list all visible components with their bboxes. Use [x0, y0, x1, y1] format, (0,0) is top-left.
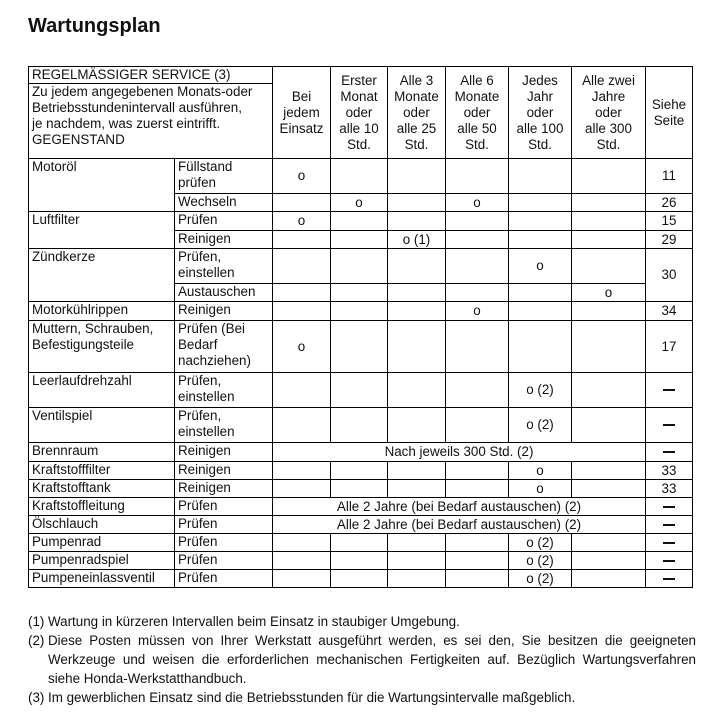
table-row — [29, 462, 693, 480]
page-ref: 15 — [646, 212, 693, 231]
item-brennraum: Brennraum — [29, 443, 175, 462]
item-kraftstoffleitung: Kraftstoffleitung — [29, 498, 175, 516]
action-label: Prüfen, einstellen — [175, 408, 273, 443]
item-oelschlauch: Ölschlauch — [29, 516, 175, 534]
table-row — [29, 249, 693, 284]
item-muttern: Muttern, Schrauben, Befestigungsteile — [29, 321, 175, 373]
page-ref: 26 — [646, 194, 693, 212]
interval-header-3-monate: Alle 3 Monate oder alle 25 Std. — [388, 67, 446, 159]
action-label: Reinigen — [175, 302, 273, 321]
action-label: Prüfen — [175, 570, 273, 588]
page-ref-dash — [646, 552, 693, 570]
interval-mark: o — [331, 194, 388, 212]
page-ref: 30 — [646, 249, 693, 302]
service-desc-3: je nachdem, was zuerst eintrifft. — [32, 116, 221, 131]
service-desc-1: Zu jedem angegebenen Monats-oder — [32, 84, 253, 99]
table-row — [29, 159, 693, 194]
interval-note: Alle 2 Jahre (bei Bedarf austauschen) (2) — [273, 516, 646, 534]
page-ref-dash — [646, 373, 693, 408]
page-ref-dash — [646, 408, 693, 443]
item-leerlaufdrehzahl: Leerlaufdrehzahl — [29, 373, 175, 408]
footnotes — [28, 612, 696, 707]
page-ref: 17 — [646, 321, 693, 373]
action-label: Prüfen — [175, 552, 273, 570]
interval-mark: o (2) — [509, 373, 572, 408]
maintenance-table — [28, 66, 693, 588]
table-row — [29, 480, 693, 498]
footnote-text: Wartung in kürzeren Intervallen beim Einsatz in staubiger Umgebung. — [48, 614, 460, 629]
action-label: Reinigen — [175, 480, 273, 498]
footnote-number: (3) — [28, 690, 45, 705]
service-title: REGELMÄSSIGER SERVICE (3) — [29, 67, 272, 84]
item-motorkuehlrippen: Motorkühlrippen — [29, 302, 175, 321]
footnote-text: Im gewerblichen Einsatz sind die Betriebsstunden für die Wartungsintervalle maßgeblich. — [48, 690, 576, 705]
page-ref-dash — [646, 443, 693, 462]
page-ref: 34 — [646, 302, 693, 321]
action-label: Reinigen — [175, 462, 273, 480]
item-kraftstofffilter: Kraftstofffilter — [29, 462, 175, 480]
table-row — [29, 321, 693, 373]
interval-mark: o (2) — [509, 534, 572, 552]
interval-mark: o — [273, 159, 331, 194]
interval-note: Alle 2 Jahre (bei Bedarf austauschen) (2) — [273, 498, 646, 516]
page-ref-dash — [646, 570, 693, 588]
action-label: Füllstand prüfen — [175, 159, 273, 194]
page-ref: 29 — [646, 231, 693, 249]
item-pumpeneinlassventil: Pumpeneinlassventil — [29, 570, 175, 588]
interval-header-6-monate: Alle 6 Monate oder alle 50 Std. — [446, 67, 509, 159]
action-label: Prüfen — [175, 212, 273, 231]
table-row — [29, 534, 693, 552]
interval-mark: o (1) — [388, 231, 446, 249]
item-zuendkerze: Zündkerze — [29, 249, 175, 302]
table-row — [29, 570, 693, 588]
footnote-text: Diese Posten müssen von Ihrer Werkstatt ausgeführt werden, es sei den, Sie besitzen die geeigneten Werkzeuge und weisen die erforderlichen mechanischen Fertigkeiten auf. Bezüglich Wartungsverfahren siehe Honda-Werkstatthandbuch. — [48, 633, 696, 686]
footnote — [28, 631, 696, 688]
action-label: Austauschen — [175, 284, 273, 302]
interval-header-2-jahre: Alle zwei Jahre oder alle 300 Std. — [572, 67, 646, 159]
page-ref: 11 — [646, 159, 693, 194]
action-label: Reinigen — [175, 443, 273, 462]
item-luftfilter: Luftfilter — [29, 212, 175, 249]
service-header — [29, 67, 273, 159]
table-row — [29, 302, 693, 321]
gegenstand-label: GEGENSTAND — [32, 132, 125, 147]
interval-header-einsatz: Bei jedem Einsatz — [273, 67, 331, 159]
interval-mark: o — [572, 284, 646, 302]
interval-mark: o — [446, 302, 509, 321]
service-desc-2: Betriebsstundenintervall ausführen, — [32, 100, 242, 115]
interval-header-1-monat: Erster Monat oder alle 10 Std. — [331, 67, 388, 159]
action-label: Prüfen — [175, 498, 273, 516]
table-row — [29, 443, 693, 462]
page-ref: 33 — [646, 462, 693, 480]
page-ref-dash — [646, 516, 693, 534]
action-label: Reinigen — [175, 231, 273, 249]
table-row — [29, 498, 693, 516]
item-pumpenrad: Pumpenrad — [29, 534, 175, 552]
page-ref: 33 — [646, 480, 693, 498]
action-label: Prüfen, einstellen — [175, 249, 273, 284]
item-motoroel: Motoröl — [29, 159, 175, 212]
table-row — [29, 516, 693, 534]
item-ventilspiel: Ventilspiel — [29, 408, 175, 443]
interval-mark: o (2) — [509, 408, 572, 443]
action-label: Wechseln — [175, 194, 273, 212]
interval-mark: o — [509, 480, 572, 498]
interval-mark: o — [509, 462, 572, 480]
page-ref-dash — [646, 498, 693, 516]
interval-header-jahr: Jedes Jahr oder alle 100 Std. — [509, 67, 572, 159]
page-ref-header: Siehe Seite — [646, 67, 693, 159]
interval-mark: o — [446, 194, 509, 212]
table-row — [29, 373, 693, 408]
page-ref-dash — [646, 534, 693, 552]
action-label: Prüfen (Bei Bedarf nachziehen) — [175, 321, 273, 373]
footnote-number: (1) — [28, 614, 45, 629]
interval-mark: o (2) — [509, 552, 572, 570]
interval-mark: o — [509, 249, 572, 284]
interval-mark: o (2) — [509, 570, 572, 588]
action-label: Prüfen — [175, 516, 273, 534]
item-pumpenradspiel: Pumpenradspiel — [29, 552, 175, 570]
interval-note: Nach jeweils 300 Std. (2) — [273, 443, 646, 462]
footnote — [28, 612, 696, 631]
action-label: Prüfen — [175, 534, 273, 552]
item-kraftstofftank: Kraftstofftank — [29, 480, 175, 498]
action-label: Prüfen, einstellen — [175, 373, 273, 408]
table-row — [29, 408, 693, 443]
footnote — [28, 688, 696, 707]
interval-mark: o — [273, 212, 331, 231]
table-row — [29, 552, 693, 570]
table-row — [29, 212, 693, 231]
interval-mark: o — [273, 321, 331, 373]
page-title: Wartungsplan — [28, 15, 161, 37]
footnote-number: (2) — [28, 633, 45, 648]
